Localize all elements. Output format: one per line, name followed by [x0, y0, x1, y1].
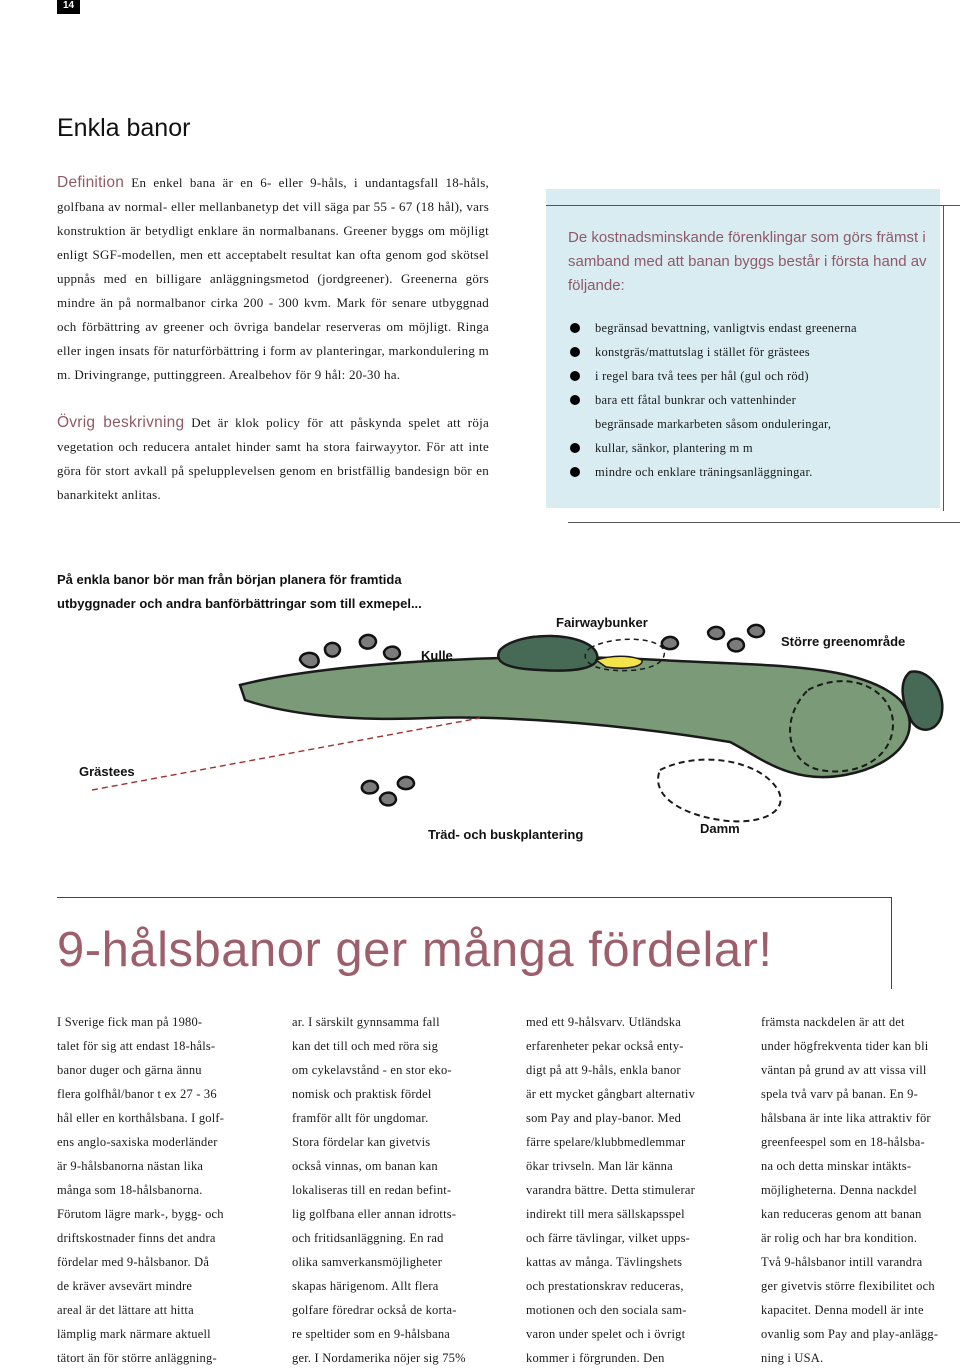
tee-line [92, 718, 480, 790]
column-text-line: främsta nackdelen är att det [761, 1015, 905, 1029]
headline: 9-hålsbanor ger många fördelar! [57, 923, 773, 977]
column-text-line: lokaliseras till en redan befint- [292, 1183, 452, 1197]
column-text-line: ning i USA. [761, 1351, 824, 1365]
column-text-line: lig golfbana eller annan idrotts- [292, 1207, 457, 1221]
column-text-line: varon under spelet och i övrigt [526, 1327, 686, 1341]
definition-heading: Definition [57, 174, 125, 191]
column-text-line: många som 18-hålsbanorna. [57, 1183, 203, 1197]
column-text-line: kapacitet. Denna modell är inte [761, 1303, 924, 1317]
fairway-shape [240, 657, 910, 777]
sidebar-item: begränsade markarbeten såsom onduleringar, [595, 417, 832, 431]
diagram-caption-line: På enkla banor bör man från början planera för framtida [57, 572, 402, 587]
label-kulle: Kulle [421, 648, 453, 663]
sidebar-list [570, 316, 857, 484]
text-column-4 [761, 1010, 960, 1370]
column-text-line: och prestationskrav reduceras, [526, 1279, 684, 1293]
column-text-line: ger. I Nordamerika nöjer sig 75% [292, 1351, 466, 1365]
column-text-line: hålsbana är inte lika attraktiv för [761, 1111, 931, 1125]
column-text-line: na och detta minskar intäkts- [761, 1159, 912, 1173]
label-greenomrade: Större greenområde [781, 634, 906, 649]
column-text-line: ökar trivseln. Man lär känna [526, 1159, 673, 1173]
column-text-line: möjligheterna. Denna nackdel [761, 1183, 917, 1197]
definition-paragraph [57, 171, 489, 387]
column-text-line: I Sverige fick man på 1980- [57, 1015, 203, 1029]
column-text-line: är 9-hålsbanorna nästan lika [57, 1159, 204, 1173]
label-grastees: Grästees [79, 764, 135, 779]
sidebar-item: mindre och enklare träningsanläggningar. [570, 460, 857, 484]
sidebar-frame-right [943, 205, 944, 511]
column-text-line: Stora fördelar kan givetvis [292, 1135, 431, 1149]
hill-shape [498, 636, 597, 671]
column-text-line: kan reduceras genom att banan [761, 1207, 922, 1221]
column-text-line: Förutom lägre mark-, bygg- och [57, 1207, 224, 1221]
column-text-line: Två 9-hålsbanor intill varandra [761, 1255, 923, 1269]
column-text-line: och färre tävlingar, vilket upps- [526, 1231, 691, 1245]
column-text-line: färre spelare/klubbmedlemmar [526, 1135, 686, 1149]
shrub-group [362, 777, 414, 806]
column-text-line: greenfeespel som en 18-hålsba- [761, 1135, 925, 1149]
column-text-line: banor duger och gärna ännu [57, 1063, 202, 1077]
column-text-line: digt på att 9-håls, enkla banor [526, 1063, 681, 1077]
label-plantering: Träd- och buskplantering [428, 827, 584, 842]
column-text-line: varandra bättre. Detta stimulerar [526, 1183, 696, 1197]
column-text-line: lämplig mark närmare aktuell [57, 1327, 211, 1341]
column-text-line: flera golfhål/banor t ex 27 - 36 [57, 1087, 217, 1101]
text-column-3 [526, 1010, 726, 1370]
column-text-line: ger givetvis större flexibilitet och [761, 1279, 935, 1293]
headline-rule-vertical [891, 897, 892, 989]
column-text-line: motionen och den sociala sam- [526, 1303, 687, 1317]
column-text-line: väntan på grund av att vissa vill [761, 1063, 927, 1077]
column-text-line: hål eller en korthålsbana. I golf- [57, 1111, 225, 1125]
column-text-line: är rolig och har bra kondition. [761, 1231, 918, 1245]
sidebar-item: i regel bara två tees per hål (gul och röd) [570, 364, 857, 388]
column-text-line: ar. I särskilt gynnsamma fall [292, 1015, 440, 1029]
column-text-line: kattas av många. Tävlingshets [526, 1255, 683, 1269]
column-text-line: som Pay and play-banor. Med [526, 1111, 682, 1125]
sidebar-item: konstgräs/mattutslag i stället för grästees [570, 340, 857, 364]
intro-text [57, 171, 489, 507]
sidebar-frame-top [546, 205, 960, 206]
column-text-line: driftskostnader finns det andra [57, 1231, 216, 1245]
other-description-paragraph [57, 411, 489, 507]
column-text-line: skapas härigenom. Allt flera [292, 1279, 439, 1293]
other-description-heading: Övrig beskrivning [57, 414, 185, 431]
diagram-caption-line: utbyggnader och andra banförbättringar som till exmepel... [57, 596, 422, 611]
pond-outline [658, 760, 781, 822]
sidebar-item: kullar, sänkor, plantering m m [570, 436, 857, 460]
column-text-line: kan det till och med röra sig [292, 1039, 439, 1053]
text-column-1 [57, 1010, 257, 1370]
label-fairwaybunker: Fairwaybunker [556, 615, 648, 630]
sidebar-title: De kostnadsminskande förenklingar som görs främst i samband med att banan byggs består i första hand av följande: [568, 229, 927, 294]
column-text-line: golfare föredrar också de korta- [292, 1303, 457, 1317]
column-text-line: ens anglo-saxiska moderländer [57, 1135, 218, 1149]
other-description-text: Det är klok policy för att påskynda spelet att röja vegetation och reducera antalet hinder samt ha stora fairwayytor. För att inte göra för stort avkall på spelupplevelsen genom en bristfällig bandesign bör en banarkitekt anlitas. [57, 415, 489, 502]
column-text-line: tätort än för större anläggning- [57, 1351, 217, 1365]
column-text-line: framför allt för ungdomar. [292, 1111, 429, 1125]
text-column-2 [292, 1010, 492, 1370]
column-text-line: talet för sig att endast 18-håls- [57, 1039, 216, 1053]
sidebar-item: begränsad bevattning, vanligtvis endast greenerna [570, 316, 857, 340]
column-text-line: under högfrekventa tider kan bli [761, 1039, 929, 1053]
column-text-line: nomisk och praktisk fördel [292, 1087, 432, 1101]
column-text-line: och fritidsanläggning. En rad [292, 1231, 444, 1245]
column-text-line: är ett mycket gångbart alternativ [526, 1087, 696, 1101]
column-text-line: areal är det lättare att hitta [57, 1303, 194, 1317]
column-text-line: fördelar med 9-hålsbanor. Då [57, 1255, 210, 1269]
column-text-line: ovanlig som Pay and play-anlägg- [761, 1327, 939, 1341]
column-text-line: olika samverkansmöjligheter [292, 1255, 443, 1269]
definition-text: En enkel bana är en 6- eller 9-håls, i undantagsfall 18-håls, golfbana av normal- eller mellanbanetyp det vill säga par 55 - 67 (18 hål), vars konstruktion är betydligt enklare än normalbanans. Greener byggs om möjligt enligt SGF-modellen, men ett acceptabelt resultat kan ofta genom god skötsel uppnås med en billigare anläggningsmetod (jordgreener). Greenerna görs mindre än på normalbanor cirka 200 - 300 kvm. Mark för senare utbyggnad och förbättring av greener och övriga bandelar reserveras om möjligt. Ringa eller ingen insats för naturförbättring i form av planteringar, markondulering m m. Drivingrange, puttinggreen. Arealbehov för 9 hål: 20-30 ha. [57, 175, 490, 382]
page-number: 14 [57, 0, 80, 14]
column-text-line: med ett 9-hålsvarv. Utländska [526, 1015, 681, 1029]
column-text-line: indirekt till mera sällskapsspel [526, 1207, 685, 1221]
column-text-line: re speltider som en 9-hålsbana [292, 1327, 451, 1341]
column-text-line: också vinnas, om banan kan [292, 1159, 438, 1173]
sidebar-frame-bottom [568, 522, 960, 523]
column-text-line: kommer i förgrunden. Den [526, 1351, 665, 1365]
sidebar-item: bara ett fåtal bunkrar och vattenhinder [570, 388, 857, 412]
label-damm: Damm [700, 821, 740, 836]
column-text-line: de kräver avsevärt mindre [57, 1279, 193, 1293]
section-title: Enkla banor [57, 114, 191, 142]
column-text-line: spela två varv på banan. En 9- [761, 1087, 918, 1101]
column-text-line: erfarenheter pekar också enty- [526, 1039, 684, 1053]
column-text-line: om cykelavstånd - en stor eko- [292, 1063, 452, 1077]
headline-rule [57, 897, 891, 898]
